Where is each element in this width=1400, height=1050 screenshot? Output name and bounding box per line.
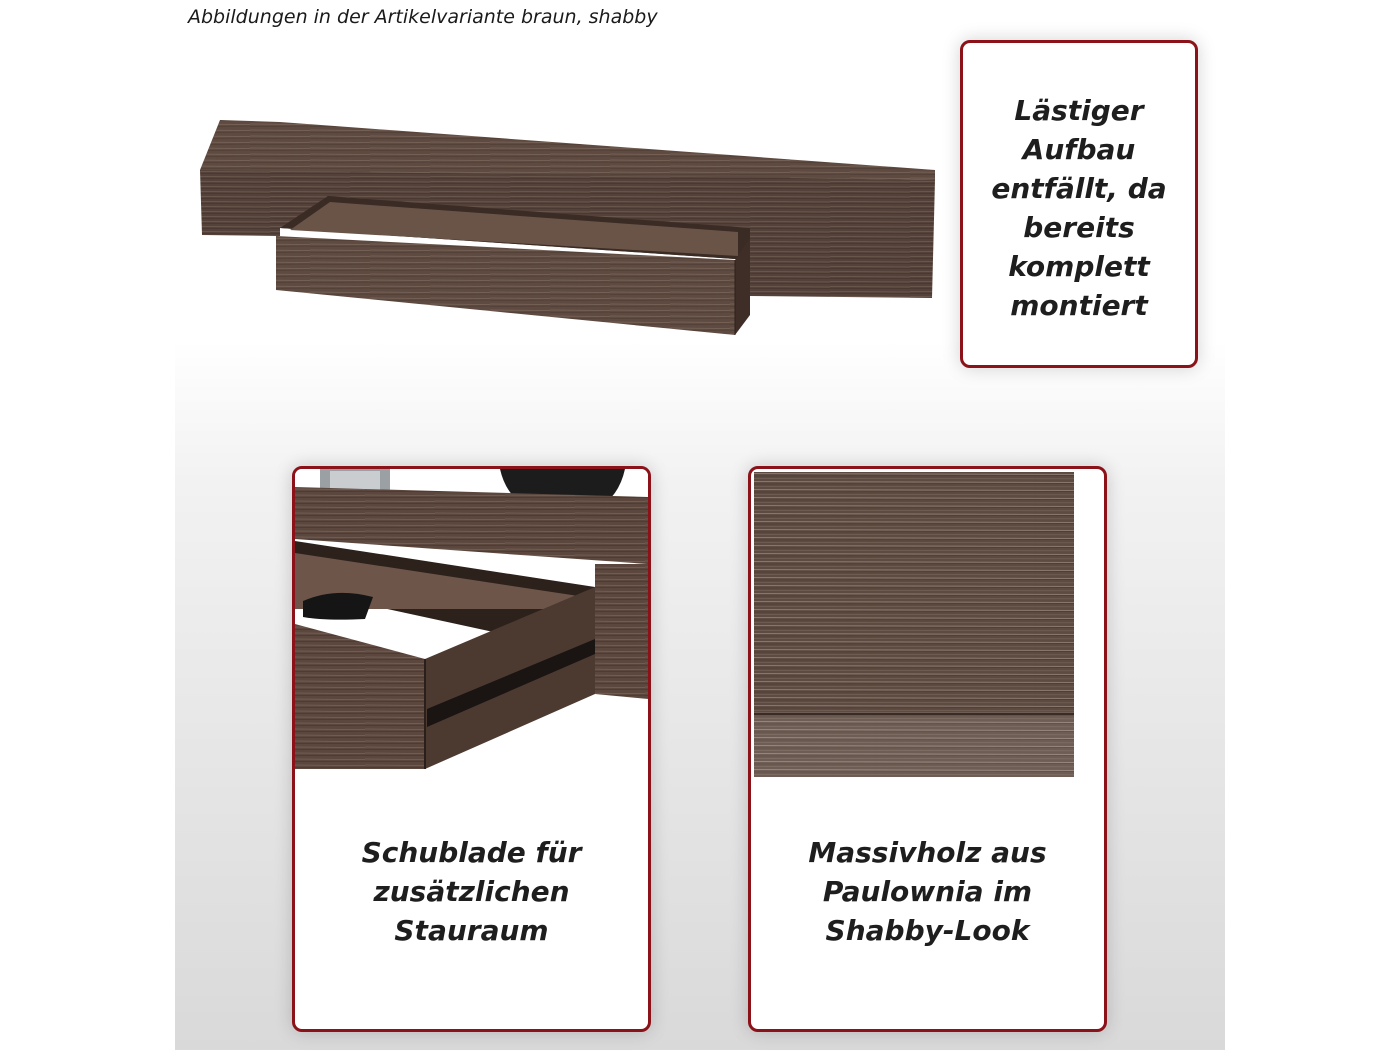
info-card-wood bbox=[748, 466, 1107, 1032]
drawer-detail-image bbox=[295, 469, 648, 769]
wood-texture-image bbox=[754, 472, 1074, 777]
shelf-product-image bbox=[190, 110, 950, 350]
assembly-text: Lästiger Aufbau entfällt, da bereits komplett montiert bbox=[991, 94, 1167, 322]
drawer-text: Schublade für zusätzlichen Stauraum bbox=[361, 836, 582, 947]
info-card-drawer bbox=[292, 466, 651, 1032]
wood-text: Massivholz aus Paulownia im Shabby-Look bbox=[808, 836, 1047, 947]
variant-caption: Abbildungen in der Artikelvariante braun, shabby bbox=[188, 6, 658, 28]
info-card-assembly bbox=[960, 40, 1198, 368]
